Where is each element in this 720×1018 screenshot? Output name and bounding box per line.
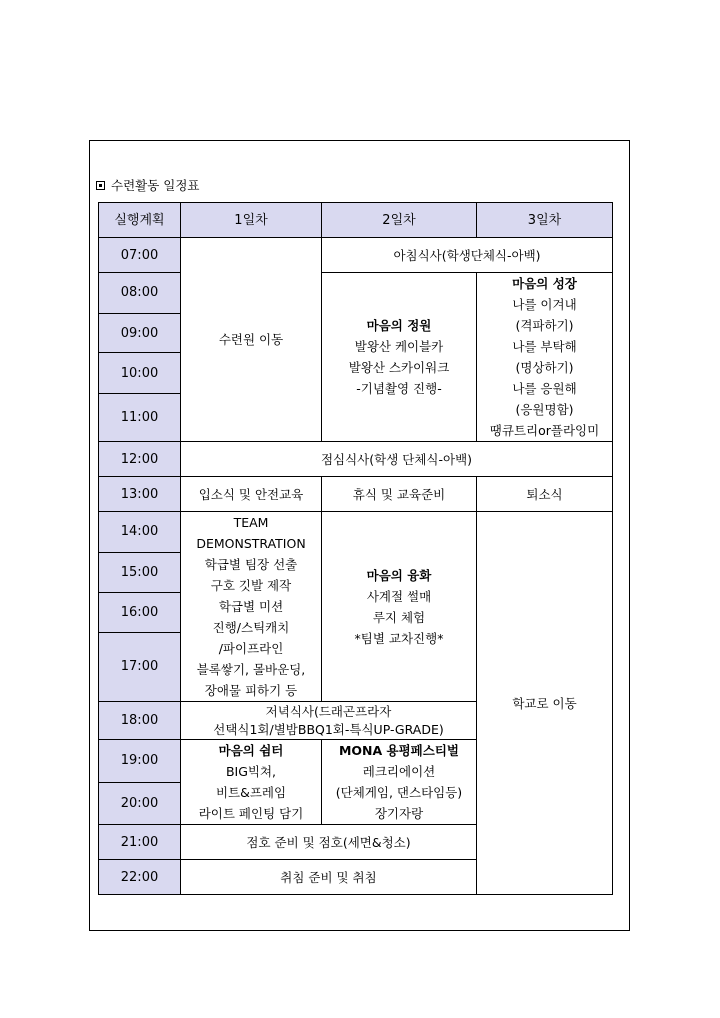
bedtime-cell: 취침 준비 및 취침 [181, 860, 477, 895]
time-cell: 14:00 [99, 512, 181, 553]
time-cell: 17:00 [99, 632, 181, 701]
cell-line: 학급별 팀장 선출 [204, 557, 298, 572]
cell-line: DEMONSTRATION [196, 536, 306, 551]
cell-line: 레크리에이션 [362, 764, 436, 779]
header-day1: 1일차 [181, 203, 322, 238]
day2-evening-cell [322, 740, 477, 825]
time-cell: 09:00 [99, 313, 181, 353]
lunch-cell: 점심식사(학생 단체식-아백) [181, 442, 613, 477]
day2-afternoon-cell [322, 512, 477, 702]
cell-line: 진행/스틱캐치 [212, 620, 290, 635]
schedule-table [98, 202, 613, 895]
time-cell: 16:00 [99, 593, 181, 633]
cell-line: 마음의 융화 [366, 567, 432, 583]
table-row [99, 477, 613, 512]
cell-line: 나를 이겨내 [512, 297, 577, 312]
cell-line: BIG빅쳐, [225, 764, 277, 779]
time-cell: 10:00 [99, 353, 181, 394]
time-cell: 19:00 [99, 740, 181, 783]
cell-line: 사계절 썰매 [366, 588, 432, 604]
table-row [99, 442, 613, 477]
day1-evening-cell [181, 740, 322, 825]
section-heading [96, 176, 200, 194]
day3-return-cell: 학교로 이동 [477, 512, 613, 895]
cell-line: -기념촬영 진행- [356, 381, 442, 396]
time-cell: 07:00 [99, 238, 181, 273]
day1-1300-cell: 입소식 및 안전교육 [181, 477, 322, 512]
time-cell: 08:00 [99, 273, 181, 314]
cell-line: 라이트 페인팅 담기 [198, 806, 304, 821]
table-row [99, 512, 613, 553]
cell-line: TEAM [233, 515, 269, 530]
dinner-cell [181, 702, 477, 740]
cell-line: 학급별 미션 [218, 599, 284, 614]
square-bullet-icon [96, 181, 105, 190]
cell-line: 저녁식사(드래곤프라자 [265, 703, 392, 719]
day1-move-cell: 수련원 이동 [181, 238, 322, 442]
table-row [99, 273, 613, 314]
day3-morning-cell [477, 273, 613, 442]
heading-text: 수련활동 일정표 [111, 178, 200, 193]
cell-line: 마음의 성장 [512, 276, 577, 291]
cell-line: 마음의 정원 [366, 318, 432, 333]
day2-morning-cell [322, 273, 477, 442]
header-day2: 2일차 [322, 203, 477, 238]
roll-call-cell: 점호 준비 및 점호(세면&청소) [181, 825, 477, 860]
time-cell: 18:00 [99, 702, 181, 740]
cell-line: 비트&프레임 [215, 785, 287, 800]
time-cell: 12:00 [99, 442, 181, 477]
cell-line: 루지 체험 [372, 609, 426, 625]
time-cell: 13:00 [99, 477, 181, 512]
cell-line: 나를 응원해 [512, 381, 577, 396]
day2-1300-cell: 휴식 및 교육준비 [322, 477, 477, 512]
cell-line: /파이프라인 [218, 641, 284, 656]
cell-line: 땡큐트리or플라잉미 [489, 423, 600, 438]
cell-line: (격파하기) [515, 318, 574, 333]
time-cell: 22:00 [99, 860, 181, 895]
table-row [99, 238, 613, 273]
cell-line: 마음의 쉼터 [218, 743, 284, 758]
time-cell: 20:00 [99, 782, 181, 825]
day1-afternoon-cell [181, 512, 322, 702]
cell-line: (응원명함) [515, 402, 574, 417]
cell-line: 구호 깃발 제작 [210, 578, 292, 593]
cell-line: (명상하기) [515, 360, 574, 375]
time-cell: 11:00 [99, 394, 181, 442]
cell-line: 발왕산 스카이워크 [348, 360, 450, 375]
cell-line: 발왕산 케이블카 [354, 339, 444, 354]
cell-line: (단체게임, 댄스타임등) [335, 785, 463, 800]
cell-line: 선택식1회/별밤BBQ1회-특식UP-GRADE) [213, 721, 444, 737]
cell-line: 장애물 피하기 등 [204, 683, 298, 698]
header-day3: 3일차 [477, 203, 613, 238]
cell-line: *팀별 교차진행* [354, 630, 444, 646]
time-cell: 15:00 [99, 552, 181, 593]
cell-line: 장기자랑 [374, 806, 424, 821]
day3-1300-cell: 퇴소식 [477, 477, 613, 512]
header-plan: 실행계획 [99, 203, 181, 238]
cell-line: 나를 부탁해 [512, 339, 577, 354]
breakfast-cell: 아침식사(학생단체식-아백) [322, 238, 613, 273]
header-row [99, 203, 613, 238]
time-cell: 21:00 [99, 825, 181, 860]
cell-line: MONA 용평페스티벌 [338, 743, 459, 758]
cell-line: 블록쌓기, 몰바운딩, [196, 662, 306, 677]
